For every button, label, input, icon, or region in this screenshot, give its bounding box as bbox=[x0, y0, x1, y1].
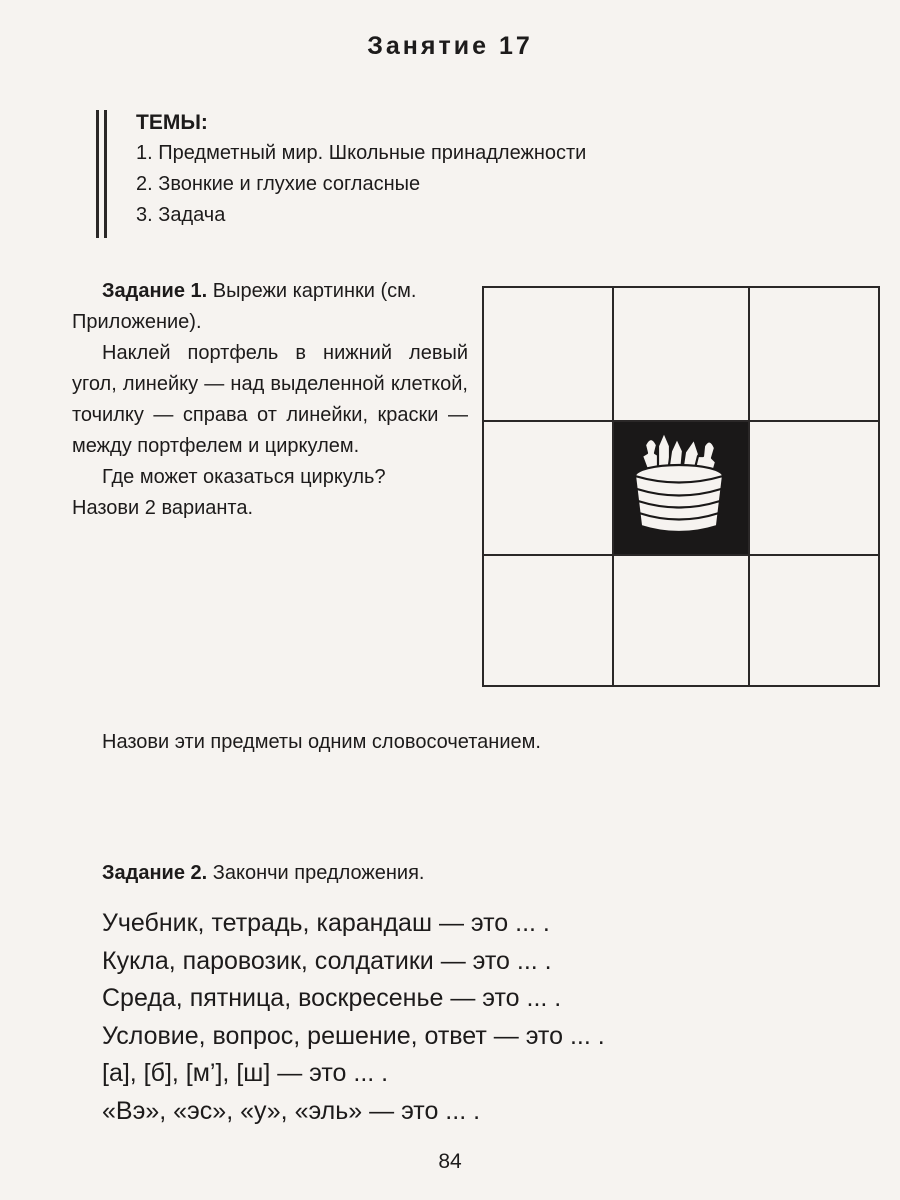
sentence-item: Условие, вопрос, решение, ответ — это ... . bbox=[102, 1021, 605, 1050]
themes-double-bar bbox=[96, 110, 110, 238]
lesson-title: Занятие 17 bbox=[367, 32, 533, 60]
task1-instruction: Наклей портфель в нижний левый угол, линейку — над выделенной клеткой, точилку — справа от линейки, краски — между портфелем и циркулем. bbox=[72, 342, 468, 457]
task1-text bbox=[72, 276, 468, 524]
task2-instruction: Закончи предложения. bbox=[207, 862, 425, 884]
pencil-cup-icon bbox=[635, 432, 723, 532]
sentence-item: Учебник, тетрадь, карандаш — это ... . bbox=[102, 909, 550, 937]
sentence-item: «Вэ», «эс», «у», «эль» — это ... . bbox=[102, 1096, 481, 1125]
sentence-item: Среда, пятница, воскресенье — это ... . bbox=[102, 984, 562, 1012]
task1-followup: Назови эти предметы одним словосочетанием. bbox=[102, 731, 541, 753]
themes-heading: ТЕМЫ: bbox=[136, 111, 208, 134]
task1-question: Где может оказаться циркуль? bbox=[102, 466, 386, 488]
theme-item-3: 3. Задача bbox=[136, 204, 226, 226]
task2-heading bbox=[102, 858, 424, 888]
task2-label: Задание 2. bbox=[102, 862, 208, 884]
sentence-item: Кукла, паровозик, солдатики — это ... . bbox=[102, 946, 552, 975]
task2-sentences bbox=[102, 905, 862, 1130]
task1-intro: Вырежи картинки (см. Приложение). bbox=[72, 280, 417, 333]
task1-label: Задание 1. bbox=[102, 280, 208, 302]
sentence-item: [а], [б], [м’], [ш] — это ... . bbox=[102, 1059, 389, 1087]
grid-drawing bbox=[482, 286, 880, 687]
task1-intro-paragraph bbox=[72, 276, 468, 338]
page-number: 84 bbox=[438, 1150, 462, 1173]
theme-item-2: 2. Звонкие и глухие согласные bbox=[136, 173, 421, 195]
themes-list bbox=[136, 108, 776, 231]
task1-answer-hint: Назови 2 варианта. bbox=[72, 497, 254, 519]
placement-grid bbox=[482, 286, 880, 687]
theme-item-1: 1. Предметный мир. Школьные принадлежности bbox=[136, 142, 587, 164]
